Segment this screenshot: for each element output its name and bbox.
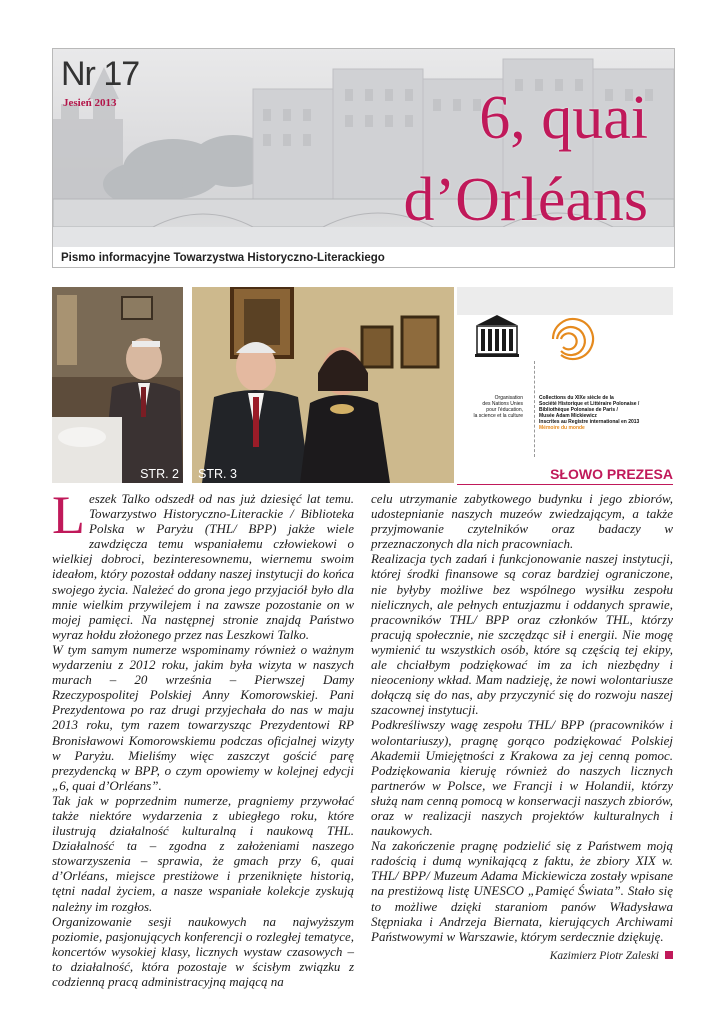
memory-of-world-logo-icon — [553, 319, 593, 359]
memory-of-world-label: Mémoire du monde — [539, 425, 585, 431]
unesco-logo-icon — [475, 315, 519, 357]
masthead — [52, 48, 675, 268]
publication-title-line1: 6, quai — [479, 84, 648, 152]
drop-cap: L — [52, 485, 85, 545]
article-paragraph: Organizowanie sesji naukowych na najwyższym poziomie, pasjonujących konferencji o rozległej tematyce, koncertów wysokiej klasy, licznych wystaw czasowych – to działalność, która pozostaje w ścisłym związku z codzienną pracą administracyjną mającą na — [52, 913, 354, 989]
article-paragraph: celu utrzymanie zabytkowego budynku i jego zbiorów, udostepnianie naszych muzeów zwiedzającym, a także przyjmowanie czytelników oraz badaczy w przeznaczonych dla nich pracowniach. — [371, 491, 673, 552]
unesco-memory-of-world-box — [457, 287, 673, 435]
photo1-image — [52, 287, 183, 483]
article-paragraph: Tak jak w poprzednim numerze, pragniemy przywołać także niektóre wydarzenia z ubiegłego roku, które ilustrują działalność kulturalną i naukową THL. Działalność ta – zgodna z założeniami naszego stowarzyszenia – sprawia, że gmach przy 6, quai d’Orléans, miejsce prestiżowe i przeniknięte historią, tętni nadal życiem, a nasze wspaniałe kolekcje zyskują należny im rozgłos. — [52, 792, 354, 914]
page-ref-label-1: STR. 2 — [140, 467, 179, 481]
article-paragraph: Na zakończenie pragnę podzielić się z Państwem moją radością i dumą wynikającą z faktu, że zbiory XIX w. THL/ BPP/ Muzeum Adama Mickiewicza zostały wpisane na prestiżową listę UNESCO „Pamięć Świata”. Stało się to możliwe dzięki staraniom panów Władysława Stępniaka i Andrzeja Biernata, kierujących Archiwami Państwowymi w Warszawie, którym serdecznie dziękuję. — [371, 838, 673, 944]
unesco-divider — [534, 361, 535, 457]
photo-presidential-couple — [192, 287, 454, 483]
page-ref-label-2: STR. 3 — [198, 467, 237, 481]
author-signature: Kazimierz Piotr Zaleski — [550, 950, 673, 962]
section-heading: SŁOWO PREZESA — [457, 466, 673, 485]
article-column-left — [52, 485, 354, 989]
article-column-right — [371, 491, 673, 944]
article-paragraph: Leszek Talko odszedł od nas już dziesięć lat temu. Towarzystwo Historyczno-Literackie / Biblioteka Polska w Paryżu (THL/ BPP) jakże wiele zawdzięcza temu wspaniałemu człowiekowi o wielkiej dobroci, bezinteresownemu, wiernemu swoim ideałom, który pozostał oddany naszej instytucji do końca swojego życia. Należeć do grona jego przyjaciół było dla mnie wielkim przywilejem i na zawsze pozostanie on w mojej pamięci. Na następnej stronie znajdą Państwo wyraz hołdu złożonego przez nas Leszkowi Talko. — [52, 485, 354, 642]
issue-season: Jesień 2013 — [63, 97, 117, 109]
issue-number: Nr 17 — [61, 55, 140, 93]
publication-title-line2: d’Orléans — [403, 166, 648, 234]
article-paragraph: Realizacja tych zadań i funkcjonowanie naszej instytucji, której środki finansowe są coraz bardziej ograniczone, nie byłyby możliwe bez wspólnego wysiłku zespołu nielicznych, ale pełnych entuzjazmu i oddanych sprawie, pracowników THL/ BPP oraz członków THL, którzy pracują społecznie, nie szczędząc sił i energii. Nie mogę wymienić tu wszystkich osób, które są częścią tej ekipy, ale chciałbym podziękować im za ich niezbędny i nieoceniony wkład. Mam nadzieję, że nowi wolontariusze dołączą się do nas, aby przyczynić się do rozwoju naszej szacownej instytucji. — [371, 551, 673, 718]
unesco-collection-text: Collections du XIXe siècle de la Société Historique et Littéraire Polonaise / Bibliothèque Polonaise de Paris / Musée Adam Mickiewicz Inscrites au Registre international en 2013 Mémoire du monde — [539, 395, 669, 431]
article-paragraph: W tym samym numerze wspominamy również o ważnym wydarzeniu z 2012 roku, jakim była wizyta w naszych murach – 20 września – Pierwszej Damy Rzeczypospolitej Polskiej Anny Komorowskiej. Pani Prezydentowa po raz drugi przyjechała do nas w maju 2013 roku, tym razem towarzysząc Prezydentowi RP Bronisławowi Komorowskiemu podczas oficjalnej wizyty w Paryżu. Mieliśmy więc zaszczyt gościć parę prezydencką w BPP, o czym opowiemy w kolejnej edycji „6, quai d’Orléans”. — [52, 641, 354, 793]
publication-subtitle: Pismo informacyjne Towarzystwa Historyczno-Literackiego — [61, 252, 385, 264]
end-mark-square — [665, 951, 673, 959]
unesco-organisation-text: Organisation des Nations Unies pour l’éducation, la science et la culture — [473, 395, 523, 419]
photo-leszek-talko — [52, 287, 183, 483]
photo2-image — [192, 287, 454, 483]
unesco-inner-panel — [457, 315, 673, 435]
article-paragraph: Podkreśliwszy wagę zespołu THL/ BPP (pracowników i wolontariuszy), pragnę gorąco podziękować Polskiej Akademii Umiejętności z Krakowa za jej cenną pomoc. Podziękowania kieruję również do naszych licznych partnerów w Polsce, we Francji i w Holandii, którzy służą nam cenną pomocą w konserwacji naszych zbiorów, oraz w realizacji naszych projektów kulturalnych i naukowych. — [371, 717, 673, 839]
paris-quai-illustration — [53, 49, 674, 267]
